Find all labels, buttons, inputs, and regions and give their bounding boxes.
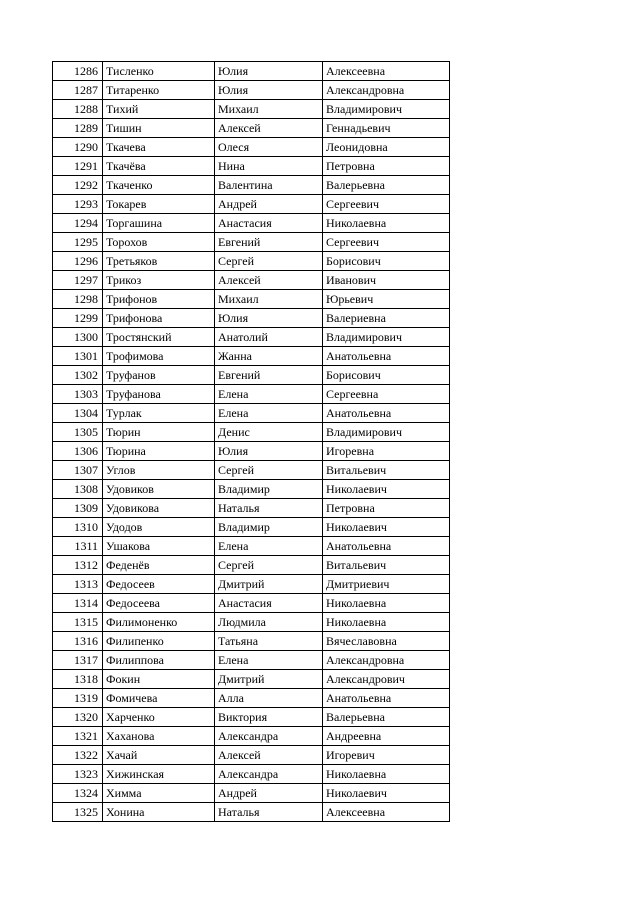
names-table	[52, 61, 450, 822]
last-name-cell: Торохов	[103, 233, 215, 252]
row-number-cell: 1325	[53, 803, 103, 822]
last-name-cell: Тростянский	[103, 328, 215, 347]
last-name-cell: Удовиков	[103, 480, 215, 499]
last-name-cell: Хижинская	[103, 765, 215, 784]
table-row	[53, 575, 450, 594]
first-name-cell: Андрей	[215, 195, 323, 214]
first-name-cell: Михаил	[215, 100, 323, 119]
patronymic-cell: Борисович	[323, 252, 450, 271]
table-row	[53, 119, 450, 138]
table-row	[53, 62, 450, 81]
patronymic-cell: Сергеевич	[323, 233, 450, 252]
last-name-cell: Филиппова	[103, 651, 215, 670]
patronymic-cell: Алексеевна	[323, 803, 450, 822]
row-number-cell: 1312	[53, 556, 103, 575]
row-number-cell: 1303	[53, 385, 103, 404]
table-row	[53, 708, 450, 727]
row-number-cell: 1299	[53, 309, 103, 328]
first-name-cell: Владимир	[215, 518, 323, 537]
patronymic-cell: Иванович	[323, 271, 450, 290]
table-row	[53, 214, 450, 233]
row-number-cell: 1297	[53, 271, 103, 290]
row-number-cell: 1307	[53, 461, 103, 480]
table-row	[53, 727, 450, 746]
first-name-cell: Юлия	[215, 62, 323, 81]
patronymic-cell: Петровна	[323, 499, 450, 518]
table-row	[53, 100, 450, 119]
last-name-cell: Трифонов	[103, 290, 215, 309]
last-name-cell: Ткаченко	[103, 176, 215, 195]
patronymic-cell: Владимирович	[323, 423, 450, 442]
last-name-cell: Токарев	[103, 195, 215, 214]
first-name-cell: Денис	[215, 423, 323, 442]
patronymic-cell: Александровна	[323, 81, 450, 100]
row-number-cell: 1298	[53, 290, 103, 309]
table-row	[53, 594, 450, 613]
table-row	[53, 518, 450, 537]
row-number-cell: 1288	[53, 100, 103, 119]
patronymic-cell: Анатольевна	[323, 404, 450, 423]
first-name-cell: Елена	[215, 385, 323, 404]
names-table-body	[53, 62, 450, 822]
patronymic-cell: Николаевна	[323, 613, 450, 632]
last-name-cell: Трикоз	[103, 271, 215, 290]
row-number-cell: 1293	[53, 195, 103, 214]
last-name-cell: Федосеев	[103, 575, 215, 594]
table-row	[53, 309, 450, 328]
table-row	[53, 746, 450, 765]
patronymic-cell: Алексеевна	[323, 62, 450, 81]
table-row	[53, 670, 450, 689]
last-name-cell: Тихий	[103, 100, 215, 119]
table-row	[53, 157, 450, 176]
first-name-cell: Алексей	[215, 271, 323, 290]
last-name-cell: Удодов	[103, 518, 215, 537]
first-name-cell: Анатолий	[215, 328, 323, 347]
patronymic-cell: Борисович	[323, 366, 450, 385]
first-name-cell: Елена	[215, 404, 323, 423]
patronymic-cell: Дмитриевич	[323, 575, 450, 594]
table-row	[53, 461, 450, 480]
last-name-cell: Третьяков	[103, 252, 215, 271]
last-name-cell: Хонина	[103, 803, 215, 822]
first-name-cell: Наталья	[215, 499, 323, 518]
last-name-cell: Тюрин	[103, 423, 215, 442]
row-number-cell: 1323	[53, 765, 103, 784]
first-name-cell: Сергей	[215, 556, 323, 575]
table-row	[53, 195, 450, 214]
last-name-cell: Торгашина	[103, 214, 215, 233]
table-row	[53, 290, 450, 309]
table-row	[53, 784, 450, 803]
last-name-cell: Труфанов	[103, 366, 215, 385]
first-name-cell: Анастасия	[215, 214, 323, 233]
first-name-cell: Евгений	[215, 233, 323, 252]
table-row	[53, 271, 450, 290]
row-number-cell: 1292	[53, 176, 103, 195]
patronymic-cell: Николаевна	[323, 594, 450, 613]
first-name-cell: Алексей	[215, 746, 323, 765]
patronymic-cell: Витальевич	[323, 461, 450, 480]
first-name-cell: Дмитрий	[215, 575, 323, 594]
last-name-cell: Углов	[103, 461, 215, 480]
last-name-cell: Тюрина	[103, 442, 215, 461]
patronymic-cell: Николаевна	[323, 765, 450, 784]
table-row	[53, 328, 450, 347]
table-row	[53, 480, 450, 499]
row-number-cell: 1304	[53, 404, 103, 423]
last-name-cell: Титаренко	[103, 81, 215, 100]
row-number-cell: 1324	[53, 784, 103, 803]
last-name-cell: Тисленко	[103, 62, 215, 81]
first-name-cell: Сергей	[215, 461, 323, 480]
table-row	[53, 347, 450, 366]
first-name-cell: Елена	[215, 537, 323, 556]
patronymic-cell: Валериевна	[323, 309, 450, 328]
patronymic-cell: Владимирович	[323, 100, 450, 119]
last-name-cell: Фомичева	[103, 689, 215, 708]
row-number-cell: 1322	[53, 746, 103, 765]
first-name-cell: Владимир	[215, 480, 323, 499]
last-name-cell: Удовикова	[103, 499, 215, 518]
table-row	[53, 632, 450, 651]
row-number-cell: 1318	[53, 670, 103, 689]
first-name-cell: Александра	[215, 727, 323, 746]
last-name-cell: Химма	[103, 784, 215, 803]
table-row	[53, 385, 450, 404]
table-row	[53, 252, 450, 271]
row-number-cell: 1300	[53, 328, 103, 347]
table-row	[53, 613, 450, 632]
first-name-cell: Андрей	[215, 784, 323, 803]
patronymic-cell: Валерьевна	[323, 176, 450, 195]
patronymic-cell: Николаевич	[323, 518, 450, 537]
table-row	[53, 499, 450, 518]
first-name-cell: Юлия	[215, 81, 323, 100]
row-number-cell: 1290	[53, 138, 103, 157]
patronymic-cell: Леонидовна	[323, 138, 450, 157]
row-number-cell: 1316	[53, 632, 103, 651]
last-name-cell: Ушакова	[103, 537, 215, 556]
table-row	[53, 803, 450, 822]
first-name-cell: Олеся	[215, 138, 323, 157]
last-name-cell: Трофимова	[103, 347, 215, 366]
last-name-cell: Феденёв	[103, 556, 215, 575]
first-name-cell: Анастасия	[215, 594, 323, 613]
table-row	[53, 537, 450, 556]
table-row	[53, 556, 450, 575]
last-name-cell: Хаханова	[103, 727, 215, 746]
last-name-cell: Федосеева	[103, 594, 215, 613]
first-name-cell: Евгений	[215, 366, 323, 385]
first-name-cell: Александра	[215, 765, 323, 784]
first-name-cell: Елена	[215, 651, 323, 670]
first-name-cell: Алла	[215, 689, 323, 708]
patronymic-cell: Валерьевна	[323, 708, 450, 727]
first-name-cell: Михаил	[215, 290, 323, 309]
first-name-cell: Татьяна	[215, 632, 323, 651]
patronymic-cell: Сергеевна	[323, 385, 450, 404]
last-name-cell: Ткачева	[103, 138, 215, 157]
last-name-cell: Труфанова	[103, 385, 215, 404]
row-number-cell: 1315	[53, 613, 103, 632]
row-number-cell: 1289	[53, 119, 103, 138]
table-row	[53, 366, 450, 385]
first-name-cell: Виктория	[215, 708, 323, 727]
patronymic-cell: Петровна	[323, 157, 450, 176]
patronymic-cell: Вячеславовна	[323, 632, 450, 651]
patronymic-cell: Николаевич	[323, 480, 450, 499]
table-row	[53, 81, 450, 100]
first-name-cell: Юлия	[215, 309, 323, 328]
table-row	[53, 442, 450, 461]
patronymic-cell: Анатольевна	[323, 689, 450, 708]
patronymic-cell: Витальевич	[323, 556, 450, 575]
table-row	[53, 233, 450, 252]
table-row	[53, 138, 450, 157]
row-number-cell: 1319	[53, 689, 103, 708]
row-number-cell: 1291	[53, 157, 103, 176]
table-row	[53, 176, 450, 195]
last-name-cell: Фокин	[103, 670, 215, 689]
patronymic-cell: Владимирович	[323, 328, 450, 347]
row-number-cell: 1296	[53, 252, 103, 271]
row-number-cell: 1306	[53, 442, 103, 461]
table-row	[53, 423, 450, 442]
row-number-cell: 1314	[53, 594, 103, 613]
first-name-cell: Нина	[215, 157, 323, 176]
row-number-cell: 1301	[53, 347, 103, 366]
first-name-cell: Людмила	[215, 613, 323, 632]
patronymic-cell: Анатольевна	[323, 347, 450, 366]
table-row	[53, 689, 450, 708]
patronymic-cell: Андреевна	[323, 727, 450, 746]
row-number-cell: 1308	[53, 480, 103, 499]
first-name-cell: Сергей	[215, 252, 323, 271]
last-name-cell: Трифонова	[103, 309, 215, 328]
first-name-cell: Валентина	[215, 176, 323, 195]
patronymic-cell: Юрьевич	[323, 290, 450, 309]
row-number-cell: 1320	[53, 708, 103, 727]
last-name-cell: Филипенко	[103, 632, 215, 651]
patronymic-cell: Анатольевна	[323, 537, 450, 556]
last-name-cell: Филимоненко	[103, 613, 215, 632]
table-row	[53, 404, 450, 423]
row-number-cell: 1295	[53, 233, 103, 252]
patronymic-cell: Александрович	[323, 670, 450, 689]
row-number-cell: 1317	[53, 651, 103, 670]
patronymic-cell: Геннадьевич	[323, 119, 450, 138]
first-name-cell: Юлия	[215, 442, 323, 461]
row-number-cell: 1321	[53, 727, 103, 746]
table-row	[53, 765, 450, 784]
patronymic-cell: Николаевич	[323, 784, 450, 803]
row-number-cell: 1313	[53, 575, 103, 594]
patronymic-cell: Александровна	[323, 651, 450, 670]
last-name-cell: Харченко	[103, 708, 215, 727]
last-name-cell: Турлак	[103, 404, 215, 423]
row-number-cell: 1305	[53, 423, 103, 442]
first-name-cell: Дмитрий	[215, 670, 323, 689]
patronymic-cell: Игоревич	[323, 746, 450, 765]
table-row	[53, 651, 450, 670]
row-number-cell: 1294	[53, 214, 103, 233]
patronymic-cell: Игоревна	[323, 442, 450, 461]
row-number-cell: 1286	[53, 62, 103, 81]
last-name-cell: Хачай	[103, 746, 215, 765]
patronymic-cell: Сергеевич	[323, 195, 450, 214]
first-name-cell: Жанна	[215, 347, 323, 366]
first-name-cell: Алексей	[215, 119, 323, 138]
row-number-cell: 1302	[53, 366, 103, 385]
last-name-cell: Ткачёва	[103, 157, 215, 176]
patronymic-cell: Николаевна	[323, 214, 450, 233]
row-number-cell: 1309	[53, 499, 103, 518]
row-number-cell: 1311	[53, 537, 103, 556]
first-name-cell: Наталья	[215, 803, 323, 822]
row-number-cell: 1287	[53, 81, 103, 100]
row-number-cell: 1310	[53, 518, 103, 537]
last-name-cell: Тишин	[103, 119, 215, 138]
